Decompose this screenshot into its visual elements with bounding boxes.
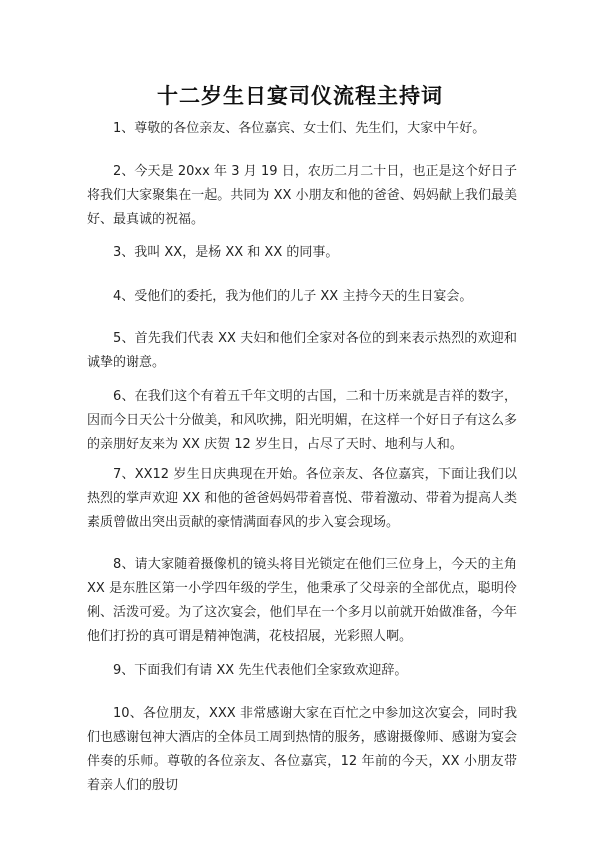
paragraph-1: 1、尊敬的各位亲友、各位嘉宾、女士们、先生们，大家中午好。 [113,121,486,136]
paragraph-2: 2、今天是 20xx 年 3 月 19 日，农历二月二十日，也正是这个好日子将我们大家聚集在一起。共同为 XX 小朋友和他的爸爸、妈妈献上我们最美好、最真诚的祝福。 [87,164,517,227]
paragraph-5: 5、首先我们代表 XX 夫妇和他们全家对各位的到来表示热烈的欢迎和诚挚的谢意。 [87,331,517,370]
document-title: 十二岁生日宴司仪流程主持词 [157,84,443,108]
paragraph-4: 4、受他们的委托，我为他们的儿子 XX 主持今天的生日宴会。 [113,289,473,304]
paragraph-10: 10、各位朋友，XXX 非常感谢大家在百忙之中参加这次宴会，同时我们也感谢包神大酒店的全体员工周到热情的服务，感谢摄像师、感谢为宴会伴奏的乐师。尊敬的各位亲友、各位嘉宾，12 年前的今天，XX 小朋友带着亲人们的殷切 [87,706,517,793]
paragraph-3: 3、我叫 XX，是杨 XX 和 XX 的同事。 [113,245,339,260]
paragraph-9: 9、下面我们有请 XX 先生代表他们全家致欢迎辞。 [113,663,408,678]
paragraph-6: 6、在我们这个有着五千年文明的古国，二和十历来就是吉祥的数字，因而今日天公十分做美，和风吹拂，阳光明媚，在这样一个好日子有这么多的亲朋好友来为 XX 庆贺 12 岁生日，占尽了天时、地利与人和。 [87,389,517,452]
paragraph-7: 7、XX12 岁生日庆典现在开始。各位亲友、各位嘉宾，下面让我们以热烈的掌声欢迎 XX 和他的爸爸妈妈带着喜悦、带着激动、带着为提高人类素质曾做出突出贡献的豪情满面春风的步入宴会现场。 [87,467,517,530]
paragraph-8: 8、请大家随着摄像机的镜头将目光锁定在他们三位身上，今天的主角 XX 是东胜区第一小学四年级的学生，他秉承了父母亲的全部优点，聪明伶俐、活泼可爱。为了这次宴会，他们早在一个多月以前就开始做准备，今年他们打扮的真可谓是精神饱满，花枝招展，光彩照人啊。 [87,557,517,644]
